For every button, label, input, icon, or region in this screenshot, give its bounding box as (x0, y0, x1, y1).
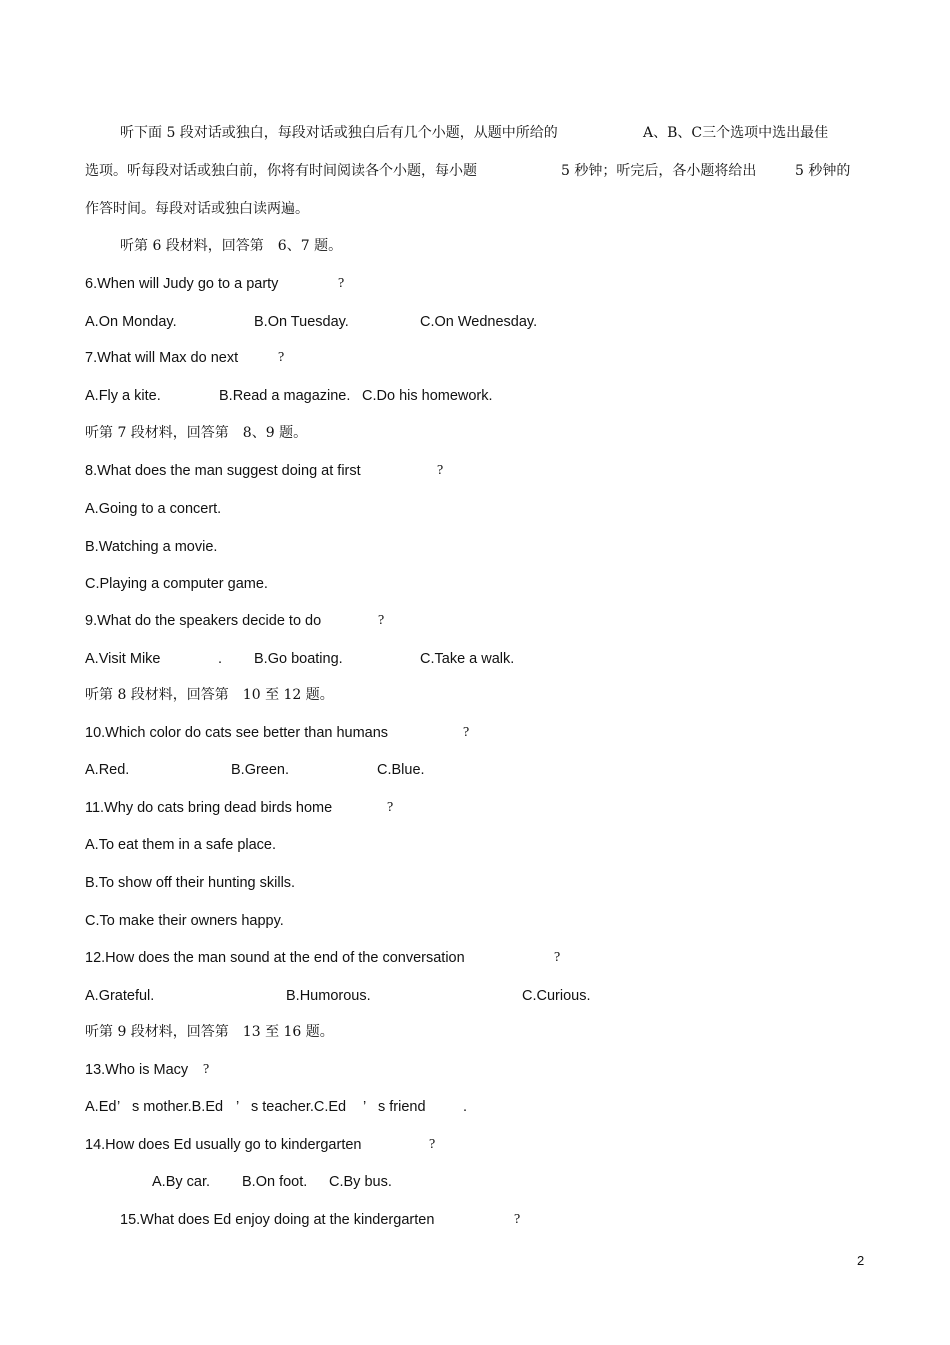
question-8-option-b: B.Watching a movie. (85, 539, 218, 555)
instructions-line-2-b: 5 秒钟；听完后，各小题将给出 (561, 163, 757, 179)
instructions-line-2-a: 选项。听每段对话或独白前，你将有时间阅读各个小题，每小题 (85, 163, 477, 179)
question-10-option-a: A.Red. (85, 762, 130, 778)
question-13-option-part-6: ’ (363, 1099, 367, 1115)
instructions-line-1-a: 听下面 5 段对话或独白，每段对话或独白后有几个小题，从题中所给的 (120, 125, 558, 141)
section-heading-6: 听第 6 段材料，回答第 6、7 题。 (120, 238, 343, 254)
question-7 (0, 349, 950, 367)
question-6-mark: ? (338, 276, 345, 291)
question-8-option-c: C.Playing a computer game. (85, 576, 268, 592)
page-number: 2 (857, 1253, 865, 1268)
question-7-options (0, 387, 950, 405)
question-12-mark: ? (554, 950, 561, 965)
question-13-option-part-5: s teacher.C.Ed (251, 1099, 347, 1115)
question-11-text: 11.Why do cats bring dead birds home (85, 800, 333, 816)
question-13-options (0, 1098, 950, 1116)
section-heading-7: 听第 7 段材料，回答第 8、9 题。 (85, 425, 308, 441)
instructions-line-1 (0, 124, 950, 142)
question-14-option-b: B.On foot. (242, 1174, 308, 1190)
question-12 (0, 949, 950, 967)
question-9-options (0, 650, 950, 668)
question-9 (0, 612, 950, 630)
question-9-text: 9.What do the speakers decide to do (85, 613, 322, 629)
question-13-option-part-3: s mother.B.Ed (132, 1099, 224, 1115)
question-10-options (0, 761, 950, 779)
question-11-mark: ? (387, 800, 394, 815)
question-13-option-part-7: s friend (378, 1099, 426, 1115)
question-11-option-b: B.To show off their hunting skills. (85, 875, 296, 891)
question-14-text: 14.How does Ed usually go to kindergarten (85, 1137, 362, 1153)
question-6-text: 6.When will Judy go to a party (85, 276, 279, 292)
question-7-mark: ? (278, 350, 285, 365)
instructions-line-2-c: 5 秒钟的 (795, 163, 851, 179)
question-11-option-a: A.To eat them in a safe place. (85, 837, 277, 853)
question-9-option-b: B.Go boating. (254, 651, 343, 667)
question-13 (0, 1061, 950, 1079)
question-10 (0, 724, 950, 742)
question-13-mark: ? (203, 1062, 210, 1077)
instructions-line-2 (0, 162, 950, 180)
question-6-option-b: B.On Tuesday. (254, 314, 349, 330)
question-7-option-a: A.Fly a kite. (85, 388, 161, 404)
question-12-options (0, 987, 950, 1005)
instructions-line-1-b: A、B、C三个选项中选出最佳 (643, 125, 829, 141)
question-9-option-c: C.Take a walk. (420, 651, 515, 667)
question-12-option-a: A.Grateful. (85, 988, 155, 1004)
question-13-option-part-8: . (463, 1099, 468, 1115)
question-10-mark: ? (463, 725, 470, 740)
question-14 (0, 1136, 950, 1154)
question-8 (0, 462, 950, 480)
question-9-option-a-dot: . (218, 651, 223, 667)
question-14-option-a: A.By car. (152, 1174, 211, 1190)
question-14-options (0, 1173, 950, 1191)
question-12-option-c: C.Curious. (522, 988, 591, 1004)
question-6-option-c: C.On Wednesday. (420, 314, 538, 330)
question-8-mark: ? (437, 463, 444, 478)
question-13-option-part-2: ’ (117, 1099, 121, 1115)
question-13-text: 13.Who is Macy (85, 1062, 189, 1078)
question-11-option-c: C.To make their owners happy. (85, 913, 284, 929)
question-11 (0, 799, 950, 817)
section-heading-8: 听第 8 段材料，回答第 10 至 12 题。 (85, 687, 334, 703)
question-9-mark: ? (378, 613, 385, 628)
question-7-option-c: C.Do his homework. (362, 388, 493, 404)
question-9-option-a: A.Visit Mike (85, 651, 161, 667)
question-10-option-c: C.Blue. (377, 762, 425, 778)
section-heading-9: 听第 9 段材料，回答第 13 至 16 题。 (85, 1024, 334, 1040)
question-8-text: 8.What does the man suggest doing at first (85, 463, 361, 479)
question-10-text: 10.Which color do cats see better than humans (85, 725, 389, 741)
question-12-text: 12.How does the man sound at the end of the conversation (85, 950, 465, 966)
question-15 (0, 1211, 950, 1229)
question-15-mark: ? (514, 1212, 521, 1227)
instructions-line-3: 作答时间。每段对话或独白读两遍。 (85, 201, 309, 217)
question-7-option-b: B.Read a magazine. (219, 388, 351, 404)
question-13-option-part-1: A.Ed (85, 1099, 117, 1115)
question-12-option-b: B.Humorous. (286, 988, 371, 1004)
question-15-text: 15.What does Ed enjoy doing at the kindergarten (120, 1212, 435, 1228)
question-7-text: 7.What will Max do next (85, 350, 239, 366)
question-14-option-c: C.By bus. (329, 1174, 392, 1190)
question-6 (0, 275, 950, 293)
question-10-option-b: B.Green. (231, 762, 290, 778)
question-14-mark: ? (429, 1137, 436, 1152)
question-13-option-part-4: ’ (236, 1099, 240, 1115)
question-6-options (0, 313, 950, 331)
question-6-option-a: A.On Monday. (85, 314, 177, 330)
question-8-option-a: A.Going to a concert. (85, 501, 222, 517)
